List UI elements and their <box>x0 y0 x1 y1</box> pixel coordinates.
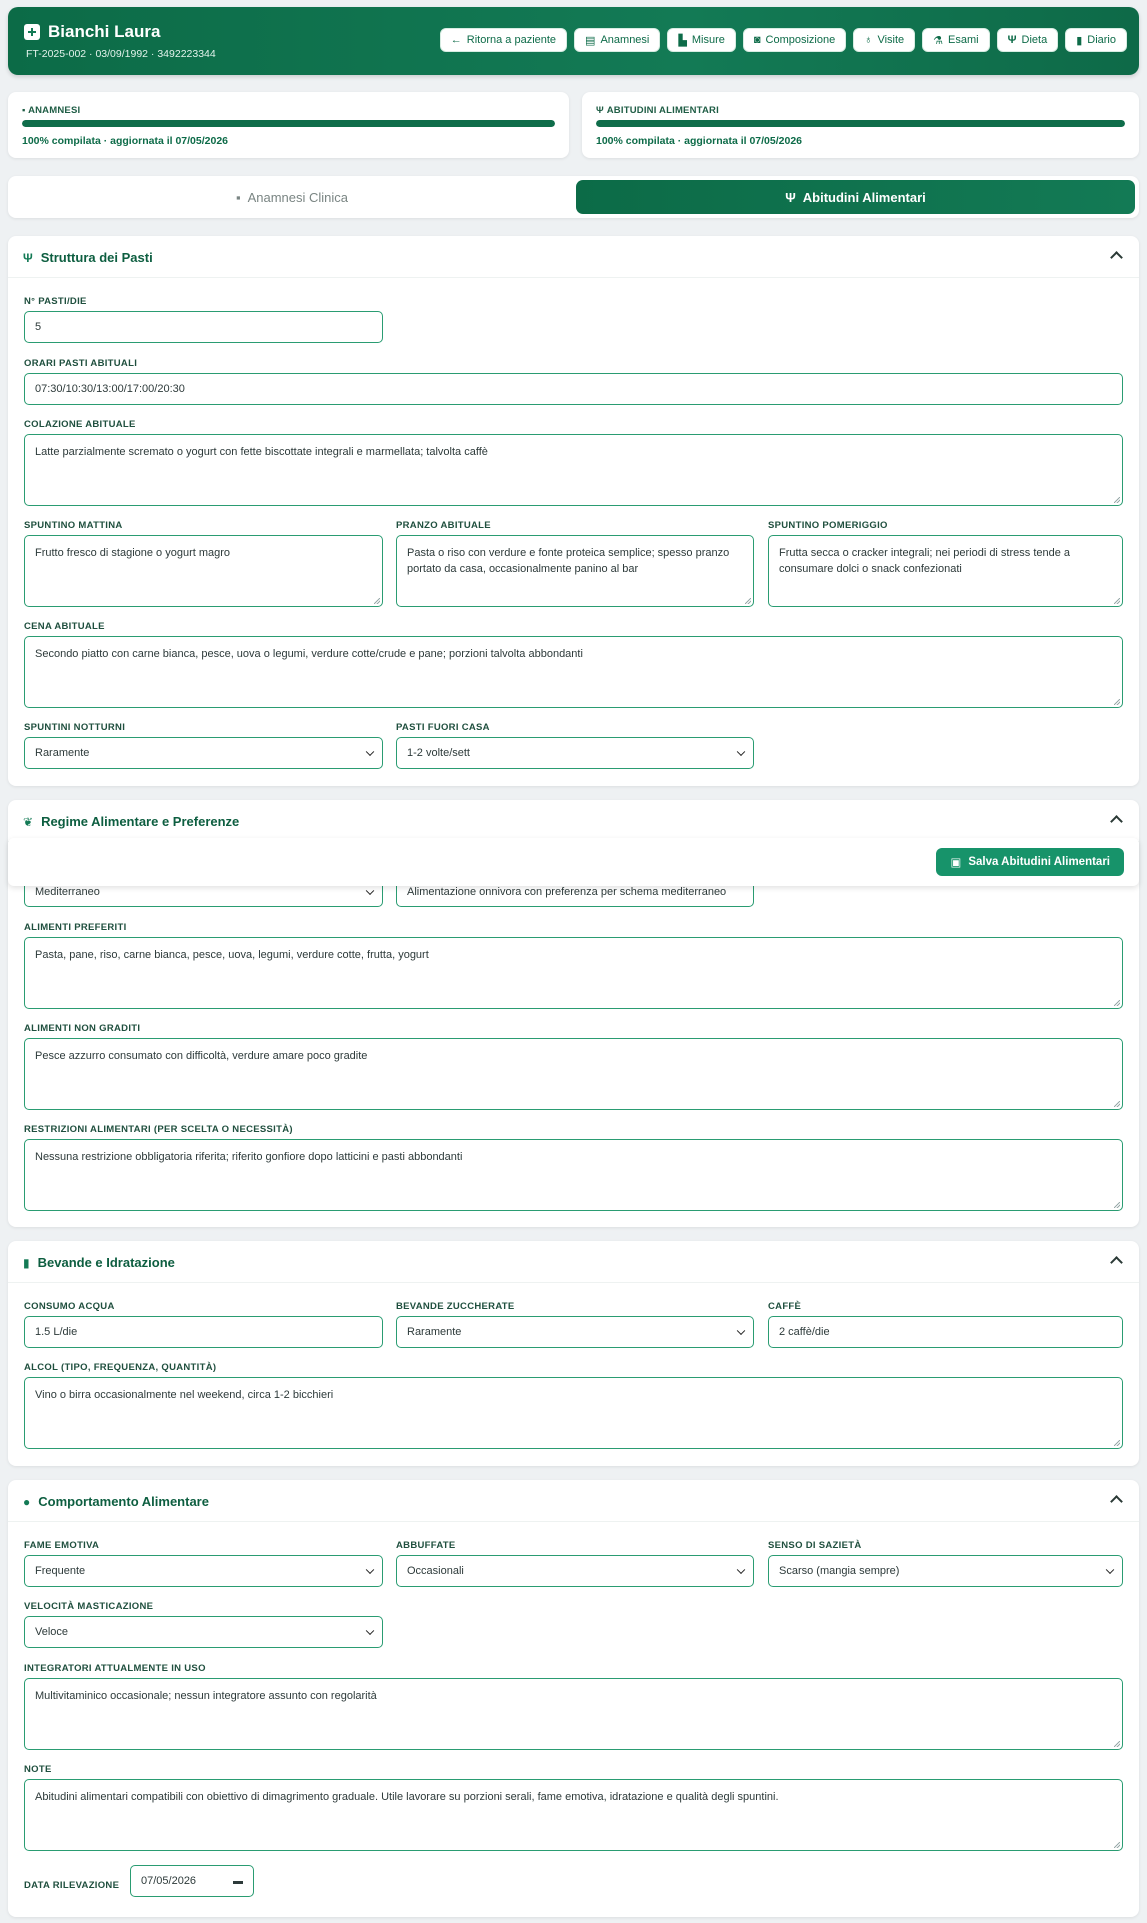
note-textarea[interactable]: Abitudini alimentari compatibili con obiettivo di dimagrimento graduale. Utile lavorare su porzioni serali, fame emotiva, idratazione e qualità degli spuntini. <box>24 1779 1123 1851</box>
progress-card-anamnesi <box>8 92 569 158</box>
pranzo-textarea[interactable]: Pasta o riso con verdure e fonte proteica semplice; spesso pranzo portato da casa, occasionalmente panino al bar <box>396 535 754 607</box>
restrizioni-textarea[interactable]: Nessuna restrizione obbligatoria riferita; riferito gonfiore dopo latticini e pasti abbondanti <box>24 1139 1123 1211</box>
chevron-down-icon <box>737 748 745 756</box>
section-header[interactable] <box>8 1480 1139 1522</box>
nav-visite-button[interactable] <box>853 28 915 52</box>
nav-back-button[interactable] <box>440 28 567 52</box>
save-button[interactable] <box>936 848 1124 876</box>
notes-icon: ▤ <box>585 34 596 47</box>
section-header[interactable] <box>8 1241 1139 1283</box>
progress-text: 100% compilata · aggiornata il 07/05/2026 <box>596 135 803 147</box>
section-meals <box>8 236 1139 786</box>
spuntino-mattina-label: SPUNTINO MATTINA <box>24 520 123 531</box>
chevron-up-icon[interactable] <box>1111 814 1121 824</box>
orari-input[interactable]: 07:30/10:30/13:00/17:00/20:30 <box>24 373 1123 405</box>
select-value: Occasionali <box>407 1565 464 1577</box>
notturni-select[interactable] <box>24 737 383 769</box>
nav-label: Esami <box>948 34 979 46</box>
progress-bar <box>22 120 555 127</box>
patient-name-row <box>24 22 160 42</box>
tab-bar <box>8 176 1139 218</box>
nav-label: Diario <box>1087 34 1116 46</box>
leaf-icon: ❦ <box>23 814 34 829</box>
utensils-icon: Ψ <box>785 189 796 205</box>
n-pasti-label: N° PASTI/DIE <box>24 296 87 307</box>
glass-icon: ▮ <box>23 1255 30 1270</box>
n-pasti-input[interactable]: 5 <box>24 311 383 343</box>
caffe-label: CAFFÈ <box>768 1301 802 1312</box>
save-label: Salva Abitudini Alimentari <box>968 856 1110 868</box>
nav-label: Anamnesi <box>600 34 650 46</box>
acqua-input[interactable]: 1.5 L/die <box>24 1316 383 1348</box>
nav-label: Visite <box>877 34 905 46</box>
chevron-up-icon[interactable] <box>1111 1494 1121 1504</box>
select-value: Mediterraneo <box>35 886 100 898</box>
chevron-down-icon <box>366 1566 374 1574</box>
tab-abitudini-alimentari[interactable] <box>576 180 1135 214</box>
chevron-down-icon <box>737 1566 745 1574</box>
nav-label: Dieta <box>1021 34 1048 46</box>
clipboard-icon: ▪ <box>22 105 29 116</box>
stethoscope-icon: ♁ <box>864 34 873 46</box>
progress-fill <box>22 120 555 127</box>
floppy-disk-icon: ▣ <box>950 857 962 869</box>
nav-label: Ritorna a paziente <box>466 34 557 46</box>
tab-label: Anamnesi Clinica <box>247 189 349 205</box>
section-title: Comportamento Alimentare <box>38 1494 209 1509</box>
tab-anamnesi-clinica[interactable] <box>12 180 572 214</box>
tab-label: Abitudini Alimentari <box>802 189 926 205</box>
pranzo-label: PRANZO ABITUALE <box>396 520 491 531</box>
nav-composizione-button[interactable] <box>743 28 846 52</box>
nav-label: Misure <box>691 34 725 46</box>
fame-select[interactable] <box>24 1555 383 1587</box>
abbuffate-label: ABBUFFATE <box>396 1540 456 1551</box>
section-title: Bevande e Idratazione <box>37 1255 175 1270</box>
brain-icon: ● <box>23 1494 31 1509</box>
ruler-icon: ▙ <box>678 34 687 47</box>
utensils-icon: Ψ <box>23 250 33 265</box>
nav-dieta-button[interactable] <box>997 28 1059 52</box>
patient-header <box>8 7 1139 75</box>
sazieta-label: SENSO DI SAZIETÀ <box>768 1540 862 1551</box>
section-header[interactable] <box>8 236 1139 278</box>
select-value: Raramente <box>407 1326 462 1338</box>
data-input[interactable] <box>130 1865 254 1897</box>
orari-label: ORARI PASTI ABITUALI <box>24 358 138 369</box>
patient-meta: FT-2025-002 · 03/09/1992 · 3492223344 <box>26 48 216 60</box>
progress-bar <box>596 120 1125 127</box>
date-value: 07/05/2026 <box>141 1875 197 1887</box>
fuori-select[interactable] <box>396 737 754 769</box>
cena-textarea[interactable]: Secondo piatto con carne bianca, pesce, uova o legumi, verdure cotte/crude e pane; porzioni talvolta abbondanti <box>24 636 1123 708</box>
progress-text: 100% compilata · aggiornata il 07/05/2026 <box>22 135 229 147</box>
chevron-down-icon <box>1106 1566 1114 1574</box>
chevron-down-icon <box>737 1327 745 1335</box>
spuntino-pomeriggio-label: SPUNTINO POMERIGGIO <box>768 520 888 531</box>
chevron-down-icon <box>366 1627 374 1635</box>
progress-card-abitudini <box>582 92 1139 158</box>
preferiti-label: ALIMENTI PREFERITI <box>24 922 127 933</box>
integratori-textarea[interactable]: Multivitaminico occasionale; nessun integratore assunto con regolarità <box>24 1678 1123 1750</box>
note-label: NOTE <box>24 1764 52 1775</box>
non-graditi-textarea[interactable]: Pesce azzurro consumato con difficoltà, verdure amare poco gradite <box>24 1038 1123 1110</box>
non-graditi-label: ALIMENTI NON GRADITI <box>24 1023 141 1034</box>
nav-esami-button[interactable] <box>922 28 989 52</box>
spuntino-mattina-textarea[interactable]: Frutto fresco di stagione o yogurt magro <box>24 535 383 607</box>
abbuffate-select[interactable] <box>396 1555 754 1587</box>
progress-label: Ψ ABITUDINI ALIMENTARI <box>596 105 719 116</box>
zuccherate-label: BEVANDE ZUCCHERATE <box>396 1301 515 1312</box>
flask-icon: ⚗ <box>933 34 944 47</box>
chevron-up-icon[interactable] <box>1111 250 1121 260</box>
medical-plus-icon <box>24 24 40 40</box>
preferiti-textarea[interactable]: Pasta, pane, riso, carne bianca, pesce, uova, legumi, verdure cotte, frutta, yogurt <box>24 937 1123 1009</box>
chevron-up-icon[interactable] <box>1111 1255 1121 1265</box>
alcol-textarea[interactable]: Vino o birra occasionalmente nel weekend, circa 1-2 bicchieri <box>24 1377 1123 1449</box>
fame-label: FAME EMOTIVA <box>24 1540 100 1551</box>
acqua-label: CONSUMO ACQUA <box>24 1301 115 1312</box>
progress-label: ▪ ANAMNESI <box>22 105 81 116</box>
colazione-textarea[interactable]: Latte parzialmente scremato o yogurt con fette biscottate integrali e marmellata; talvolta caffè <box>24 434 1123 506</box>
select-value: Scarso (mangia sempre) <box>779 1565 900 1577</box>
select-value: 1-2 volte/sett <box>407 747 470 759</box>
regime-note-input[interactable]: Alimentazione onnivora con preferenza per schema mediterraneo <box>396 877 754 907</box>
book-icon: ▮ <box>1076 34 1083 47</box>
cena-label: CENA ABITUALE <box>24 621 105 632</box>
arrow-left-icon: ← <box>450 34 462 46</box>
velocita-select[interactable] <box>24 1616 383 1648</box>
integratori-label: INTEGRATORI ATTUALMENTE IN USO <box>24 1663 206 1674</box>
sazieta-select[interactable] <box>768 1555 1123 1587</box>
section-header[interactable] <box>8 800 1139 842</box>
nav-diario-button[interactable] <box>1065 28 1127 52</box>
section-behavior <box>8 1480 1139 1917</box>
chevron-down-icon <box>366 748 374 756</box>
velocita-label: VELOCITÀ MASTICAZIONE <box>24 1601 154 1612</box>
calendar-icon[interactable]: ▬ <box>233 1875 243 1887</box>
save-bar <box>8 838 1139 886</box>
section-title: Struttura dei Pasti <box>40 250 153 265</box>
nav-anamnesi-button[interactable] <box>574 28 660 52</box>
utensils-icon: Ψ <box>596 105 607 116</box>
restrizioni-label: RESTRIZIONI ALIMENTARI (PER SCELTA O NECESSITÀ) <box>24 1124 293 1135</box>
clipboard-icon: ▪ <box>235 189 241 205</box>
section-drinks <box>8 1241 1139 1466</box>
zuccherate-select[interactable] <box>396 1316 754 1348</box>
section-title: Regime Alimentare e Preferenze <box>41 814 240 829</box>
caffe-input[interactable]: 2 caffè/die <box>768 1316 1123 1348</box>
select-value: Frequente <box>35 1565 86 1577</box>
alcol-label: ALCOL (TIPO, FREQUENZA, QUANTITÀ) <box>24 1362 217 1373</box>
progress-fill <box>596 120 1125 127</box>
colazione-label: COLAZIONE ABITUALE <box>24 419 136 430</box>
utensils-icon: Ψ <box>1007 34 1017 46</box>
nav-misure-button[interactable] <box>667 28 735 52</box>
chevron-down-icon <box>366 887 374 895</box>
nav-bar <box>440 28 1127 52</box>
patient-name: Bianchi Laura <box>48 22 161 41</box>
fuori-label: PASTI FUORI CASA <box>396 722 490 733</box>
box-icon: ◙ <box>753 34 761 46</box>
data-label: DATA RILEVAZIONE <box>24 1880 120 1891</box>
select-value: Veloce <box>35 1626 69 1638</box>
select-value: Raramente <box>35 747 90 759</box>
spuntino-pomeriggio-textarea[interactable]: Frutta secca o cracker integrali; nei periodi di stress tende a consumare dolci o snack confezionati <box>768 535 1123 607</box>
notturni-label: SPUNTINI NOTTURNI <box>24 722 126 733</box>
nav-label: Composizione <box>765 34 836 46</box>
